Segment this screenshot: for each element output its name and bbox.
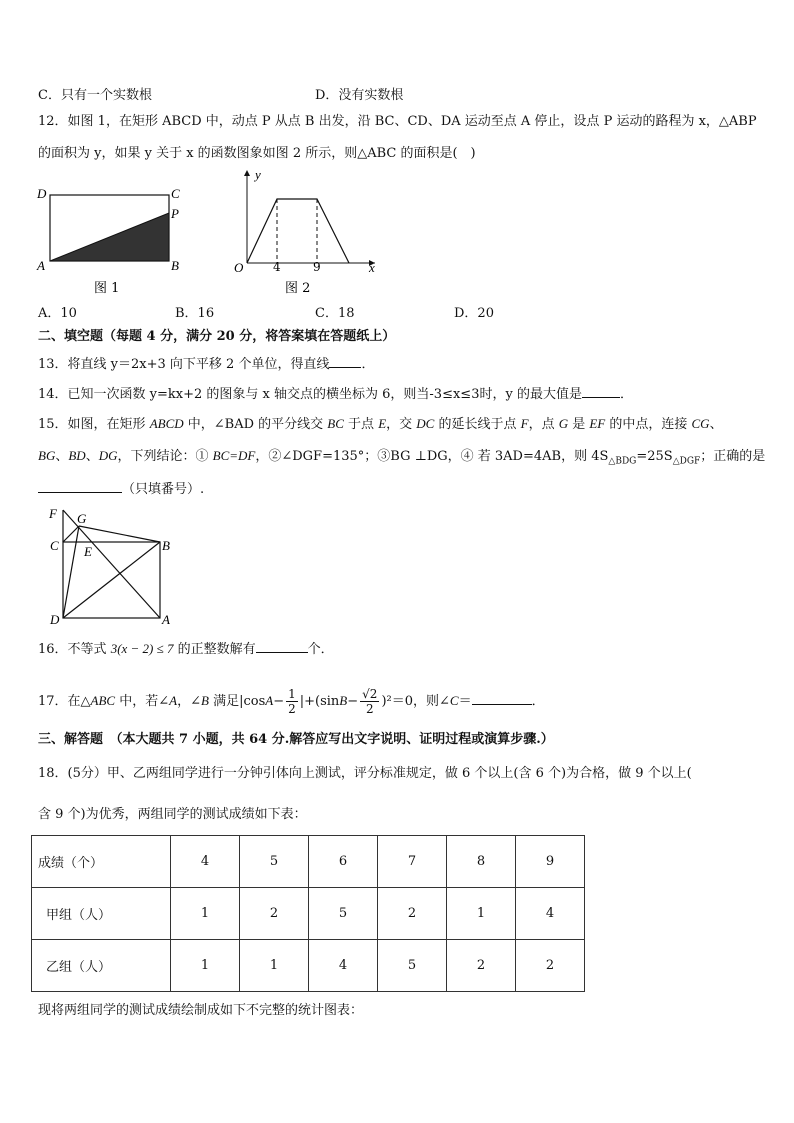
table-header-row <box>32 836 585 888</box>
score-table <box>31 835 585 992</box>
q12-figure-1 <box>34 180 194 300</box>
tick-9: 9 <box>313 260 321 274</box>
q18-line2: 含 9 个)为优秀，两组同学的测试成绩如下表： <box>38 807 307 822</box>
q15-line3: （只填番号）. <box>38 480 204 499</box>
q18-after-table: 现将两组同学的测试成绩绘制成如下不完整的统计图表： <box>38 1003 364 1018</box>
fraction-root2-over-2: $\frac{√2}{2}$ <box>362 687 378 716</box>
section-3-title: 三、解答题 （本大题共 7 小题，共 64 分.解答应写出文字说明、证明过程或演算步骤.） <box>38 732 554 747</box>
label-a: A <box>37 258 45 273</box>
label-g: G <box>77 511 87 526</box>
label-f: F <box>49 506 57 521</box>
function-graph <box>247 199 349 263</box>
label-d: D <box>50 612 60 627</box>
label-b: B <box>171 258 179 273</box>
table-header-label: 成绩（个） <box>32 836 171 888</box>
table-cell: 2 <box>516 940 585 992</box>
table-cell: 1 <box>171 940 240 992</box>
q14-end: ． <box>619 387 633 402</box>
table-row-label: 甲组（人） <box>32 888 171 940</box>
tick-4: 4 <box>273 260 281 274</box>
q17: 17．在△ABC 中，若∠A，∠B 满足|cosA− $\frac{1}{2}$ |+(sinB− $\frac{√2}{2}$ )²＝0，则∠C＝ ． <box>38 687 545 716</box>
table-col-header: 8 <box>447 836 516 888</box>
label-a: A <box>162 612 170 627</box>
q13-text: 13．将直线 y＝2x+3 向下平移 2 个单位，得直线 <box>38 357 330 372</box>
label-b: B <box>162 538 170 553</box>
table-cell: 4 <box>309 940 378 992</box>
table-row <box>32 888 585 940</box>
table-cell: 5 <box>378 940 447 992</box>
q12-line1: 12．如图 1，在矩形 ABCD 中，动点 P 从点 B 出发，沿 BC、CD、DA 运动至点 A 停止，设点 P 运动的路程为 x，△ABP <box>38 114 757 129</box>
table-col-header: 6 <box>309 836 378 888</box>
q12-choice-d: D．20 <box>454 306 494 321</box>
label-y: y <box>255 167 261 182</box>
q18-line1: 18．(5分）甲、乙两组同学进行一分钟引体向上测试，评分标准规定，做 6 个以上(含 6 个)为合格，做 9 个以上( <box>38 766 692 781</box>
table-col-header: 9 <box>516 836 585 888</box>
label-o: O <box>234 260 244 275</box>
table-row-label: 乙组（人） <box>32 940 171 992</box>
label-d: D <box>37 186 47 201</box>
label-c: C <box>171 186 180 201</box>
q16-inequality: 3(x − 2) ≤ 7 <box>110 641 174 656</box>
q12-choice-c: C．18 <box>315 306 355 321</box>
table-col-header: 5 <box>240 836 309 888</box>
table-cell: 2 <box>240 888 309 940</box>
table-row <box>32 940 585 992</box>
table-cell: 1 <box>240 940 309 992</box>
segment-bg <box>79 526 160 542</box>
q17-answer-blank <box>472 692 532 705</box>
table-col-header: 7 <box>378 836 447 888</box>
q15-answer-blank <box>38 480 122 493</box>
table-cell: 4 <box>516 888 585 940</box>
q15-line2: BG、BD、DG，下列结论：① BC=DF，②∠DGF=135°；③BG ⊥DG，④ 若 3AD=4AB，则 $4S_{\triangle BDG}=25S_{\triangle DGF}$；正确的是 <box>38 448 766 467</box>
table-cell: 5 <box>309 888 378 940</box>
q11-choice-c: C．只有一个实数根 <box>38 88 152 103</box>
triangle-abp <box>50 213 169 261</box>
table-cell: 2 <box>378 888 447 940</box>
q13-end: ． <box>361 357 375 372</box>
q11-choice-d: D．没有实数根 <box>315 88 404 103</box>
label-e: E <box>84 544 92 559</box>
table-cell: 1 <box>171 888 240 940</box>
q12-choice-b: B．16 <box>175 306 215 321</box>
q16-answer-blank <box>256 640 308 653</box>
table-col-header: 4 <box>171 836 240 888</box>
bisector-af <box>63 510 160 618</box>
label-x: x <box>369 260 375 275</box>
q12-figure-2 <box>225 166 385 300</box>
figure-1-caption: 图 1 <box>94 281 120 296</box>
q13-answer-blank <box>329 355 361 368</box>
q12-choice-a: A．10 <box>38 306 77 321</box>
section-2-title: 二、填空题（每题 4 分，满分 20 分，将答案填在答题纸上） <box>38 329 396 344</box>
table-cell: 1 <box>447 888 516 940</box>
label-c: C <box>50 538 59 553</box>
label-p: P <box>171 206 179 221</box>
q14-text: 14．已知一次函数 y=kx+2 的图象与 x 轴交点的横坐标为 6，则当-3≤x≤3时，y 的最大值是 <box>38 387 582 402</box>
table-cell: 2 <box>447 940 516 992</box>
figure-2-caption: 图 2 <box>285 281 311 296</box>
segment-bd <box>63 542 160 618</box>
q14-answer-blank <box>582 385 620 398</box>
q15-line1: 15．如图，在矩形 ABCD 中，∠BAD 的平分线交 BC 于点 E，交 DC 的延长线于点 F，点 G 是 EF 的中点，连接 CG、 <box>38 416 723 432</box>
fraction-one-half: $\frac{1}{2}$ <box>288 687 296 716</box>
q14 <box>38 385 633 404</box>
q15-figure <box>44 504 180 628</box>
q12-line2: 的面积为 y，如果 y 关于 x 的函数图象如图 2 所示，则△ABC 的面积是( ) <box>38 146 476 161</box>
q16: 16．不等式 3(x − 2) ≤ 7 的正整数解有 个． <box>38 641 334 657</box>
q13 <box>38 355 374 374</box>
